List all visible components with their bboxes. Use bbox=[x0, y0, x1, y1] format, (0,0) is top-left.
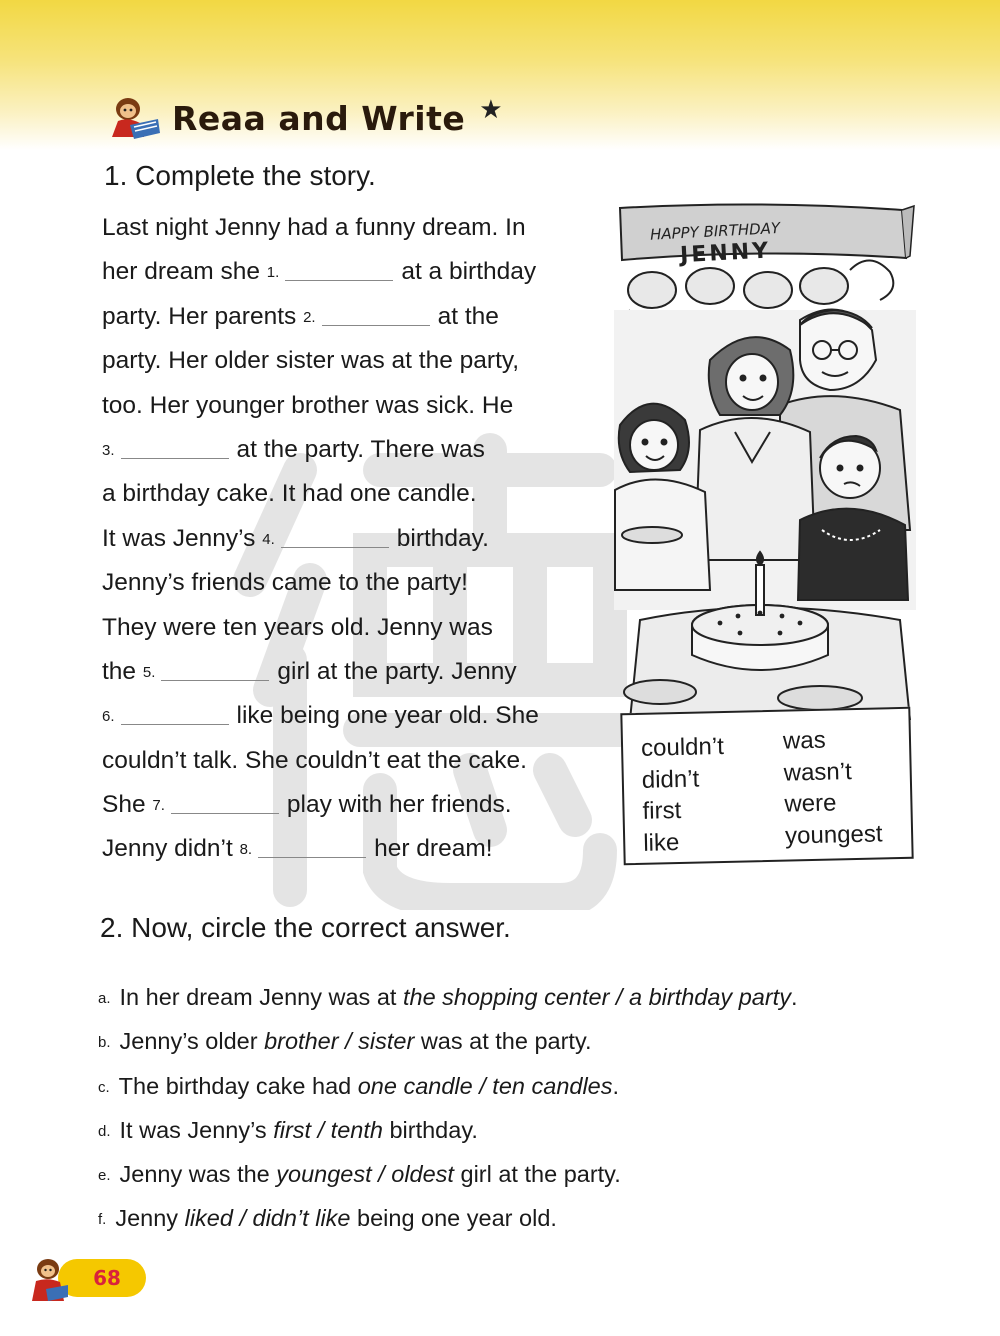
page-footer bbox=[28, 1255, 128, 1305]
story-text-segment: Jenny’s friends came to the party! bbox=[102, 569, 468, 597]
word-box-word: were bbox=[784, 789, 837, 818]
story-text-segment: the bbox=[102, 657, 137, 685]
question-letter: d. bbox=[98, 1122, 111, 1140]
story-text-segment: her dream she bbox=[102, 258, 260, 286]
answer-blank[interactable] bbox=[171, 795, 279, 814]
story-text-segment: like being one year old. She bbox=[236, 702, 539, 730]
answer-options[interactable]: one candle / ten candles bbox=[357, 1072, 613, 1099]
question-text: was at the party. bbox=[414, 1028, 592, 1055]
story-line bbox=[102, 295, 602, 339]
word-box-column-1 bbox=[641, 731, 727, 859]
question-row bbox=[98, 1152, 798, 1196]
story-text-segment: her dream! bbox=[374, 835, 493, 863]
question-text: . bbox=[612, 1072, 620, 1099]
word-box-word: youngest bbox=[784, 819, 883, 850]
story-text-segment: couldn’t talk. She couldn’t eat the cake. bbox=[102, 746, 527, 774]
word-box-word: first bbox=[642, 796, 682, 825]
question-text: Jenny was the bbox=[119, 1161, 277, 1188]
story-line bbox=[102, 561, 602, 605]
question-text: girl at the party. bbox=[453, 1161, 621, 1188]
question-text: In her dream Jenny was at bbox=[119, 984, 403, 1010]
blank-number: 5. bbox=[142, 663, 156, 681]
blank-number: 4. bbox=[262, 530, 275, 548]
section-title-text: Reaa and Write bbox=[172, 98, 466, 138]
story-line bbox=[102, 250, 602, 294]
story-text-segment: play with her friends. bbox=[286, 791, 512, 819]
story-line bbox=[102, 827, 602, 871]
story-line bbox=[102, 783, 602, 827]
word-box-word: like bbox=[642, 828, 680, 857]
story-text-segment: Last night Jenny had a funny dream. In bbox=[102, 214, 526, 241]
story-text-segment: She bbox=[102, 791, 146, 819]
story-text-segment: too. Her younger brother was sick. He bbox=[102, 391, 514, 419]
balloon-3 bbox=[744, 272, 792, 308]
story-line bbox=[102, 606, 602, 650]
story-text-segment: at the party. There was bbox=[236, 435, 485, 463]
question-letter: a. bbox=[98, 990, 111, 1007]
questions-list bbox=[98, 975, 798, 1241]
question-text: being one year old. bbox=[350, 1205, 557, 1232]
question-text: birthday. bbox=[382, 1116, 478, 1143]
blank-number: 7. bbox=[152, 797, 165, 815]
story-text-segment: They were ten years old. Jenny was bbox=[102, 613, 493, 641]
question-row bbox=[98, 1019, 798, 1063]
story-text-segment: birthday. bbox=[396, 524, 489, 552]
question-letter: b. bbox=[98, 1034, 111, 1052]
word-box-word: was bbox=[782, 726, 826, 755]
question-text: Jenny bbox=[115, 1205, 185, 1232]
answer-blank[interactable] bbox=[121, 440, 229, 459]
word-box-column-2 bbox=[783, 723, 883, 851]
question-letter: f. bbox=[98, 1211, 107, 1229]
answer-blank[interactable] bbox=[161, 662, 269, 681]
question-row bbox=[98, 1108, 798, 1152]
story-line bbox=[102, 384, 602, 428]
story-text-segment: at a birthday bbox=[401, 258, 537, 286]
star-icon: ★ bbox=[479, 93, 503, 124]
story-text-segment: a birthday cake. It had one candle. bbox=[102, 480, 477, 508]
question-text: The birthday cake had bbox=[118, 1072, 358, 1099]
story-line bbox=[102, 339, 602, 383]
answer-blank[interactable] bbox=[121, 706, 229, 725]
question-letter: e. bbox=[98, 1167, 111, 1185]
story-text-segment: girl at the party. Jenny bbox=[277, 657, 517, 685]
birthday-party-illustration bbox=[610, 200, 920, 720]
question-text: Jenny’s older bbox=[119, 1028, 265, 1055]
answer-blank[interactable] bbox=[281, 529, 389, 548]
story-line bbox=[102, 739, 602, 783]
answer-options[interactable]: first / tenth bbox=[273, 1116, 383, 1143]
blank-number: 1. bbox=[266, 264, 280, 282]
story-text bbox=[102, 206, 602, 872]
word-box-word: wasn’t bbox=[783, 757, 853, 787]
answer-options[interactable]: youngest / oldest bbox=[276, 1161, 454, 1188]
blank-number: 2. bbox=[303, 308, 316, 326]
story-line bbox=[102, 517, 602, 561]
blank-number: 8. bbox=[239, 841, 253, 859]
question-text: It was Jenny’s bbox=[119, 1116, 274, 1143]
story-line bbox=[102, 694, 602, 738]
reading-monkey-icon bbox=[104, 95, 162, 141]
blank-number: 6. bbox=[102, 708, 115, 726]
banner-line1: HAPPY BIRTHDAY bbox=[649, 218, 781, 244]
story-text-segment: party. Her older sister was at the party, bbox=[102, 347, 520, 375]
balloon-4 bbox=[800, 268, 848, 304]
story-text-segment: at the bbox=[437, 302, 499, 330]
question-text: . bbox=[790, 984, 798, 1010]
question-row bbox=[98, 1196, 798, 1240]
section-title bbox=[104, 92, 503, 144]
word-box bbox=[620, 707, 913, 866]
story-text-segment: party. Her parents bbox=[102, 302, 297, 330]
instruction-complete-story: 1. Complete the story. bbox=[104, 160, 376, 191]
story-line bbox=[102, 650, 602, 694]
story-text-segment: Jenny didn’t bbox=[102, 835, 233, 863]
answer-options[interactable]: liked / didn’t like bbox=[184, 1205, 351, 1232]
page-number: 68 bbox=[93, 1266, 121, 1290]
balloon-1 bbox=[628, 272, 676, 308]
answer-options[interactable]: brother / sister bbox=[264, 1028, 415, 1055]
word-box-word: couldn’t bbox=[640, 732, 725, 762]
word-box-word: didn’t bbox=[641, 765, 700, 794]
story-line bbox=[102, 206, 602, 250]
story-line bbox=[102, 472, 602, 516]
answer-blank[interactable] bbox=[285, 262, 393, 281]
question-row bbox=[98, 1064, 798, 1108]
instruction-circle-answer: 2. Now, circle the correct answer. bbox=[100, 912, 511, 943]
question-letter: c. bbox=[98, 1078, 110, 1096]
answer-options[interactable]: the shopping center / a birthday party bbox=[402, 984, 791, 1010]
question-row bbox=[98, 975, 798, 1019]
story-line bbox=[102, 428, 602, 472]
banner-line2: JENNY bbox=[679, 238, 772, 269]
reading-monkey-footer-icon bbox=[28, 1255, 72, 1305]
answer-blank[interactable] bbox=[258, 839, 366, 858]
story-text-segment: It was Jenny’s bbox=[102, 524, 256, 552]
balloon-2 bbox=[686, 268, 734, 304]
blank-number: 3. bbox=[102, 441, 115, 459]
answer-blank[interactable] bbox=[322, 307, 430, 326]
